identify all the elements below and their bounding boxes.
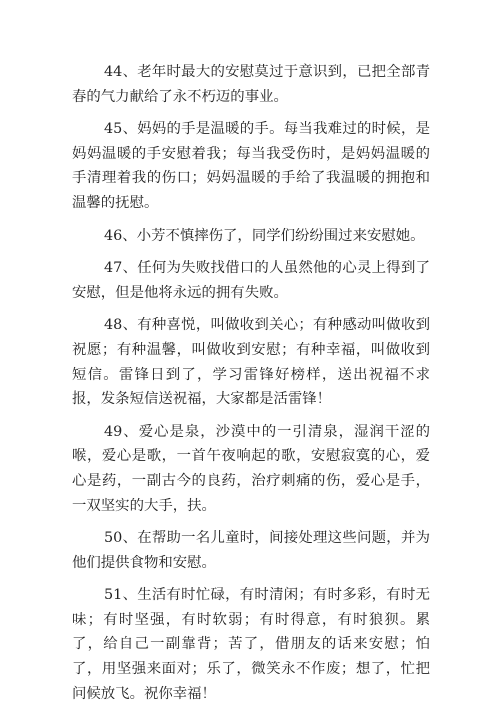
paragraph-50: 50、在帮助一名儿童时，间接处理这些问题，并为他们提供食物和安慰。 — [72, 530, 430, 571]
paragraph-51: 51、生活有时忙碌，有时清闲；有时多彩，有时无味；有时坚强，有时软弱；有时得意，有时狼狈。累了，给自己一副靠背；苦了，借朋友的话来安慰；怕了，用坚强来面对；乐了，微笑永不作废；想了，忙把问候放飞。祝你幸福！ — [72, 587, 430, 702]
paragraph-46: 46、小芳不慎摔伤了，同学们纷纷围过来安慰她。 — [104, 227, 425, 244]
paragraph-48: 48、有种喜悦，叫做收到关心；有种感动叫做收到祝愿；有种温馨，叫做收到安慰；有种幸福，叫做收到短信。雷锋日到了，学习雷锋好榜样，送出祝福不求报，发条短信送祝福，大家都是活雷锋！ — [72, 317, 430, 408]
paragraph-47: 47、任何为失败找借口的人虽然他的心灵上得到了安慰，但是他将永远的拥有失败。 — [72, 260, 430, 301]
paragraph-44: 44、老年时最大的安慰莫过于意识到，已把全部青春的气力献给了永不朽迈的事业。 — [72, 64, 430, 105]
document-body — [72, 60, 430, 714]
paragraph-45: 45、妈妈的手是温暖的手。每当我难过的时候，是妈妈温暖的手安慰着我；每当我受伤时，是妈妈温暖的手清理着我的伤口；妈妈温暖的手给了我温暖的拥抱和温馨的抚慰。 — [72, 121, 430, 211]
paragraph-49: 49、爱心是泉，沙漠中的一引清泉，湿润干涩的喉，爱心是歌，一首午夜响起的歌，安慰寂寞的心，爱心是药，一副古今的良药，治疗刺痛的伤，爱心是手，一双坚实的大手，扶。 — [72, 423, 430, 514]
